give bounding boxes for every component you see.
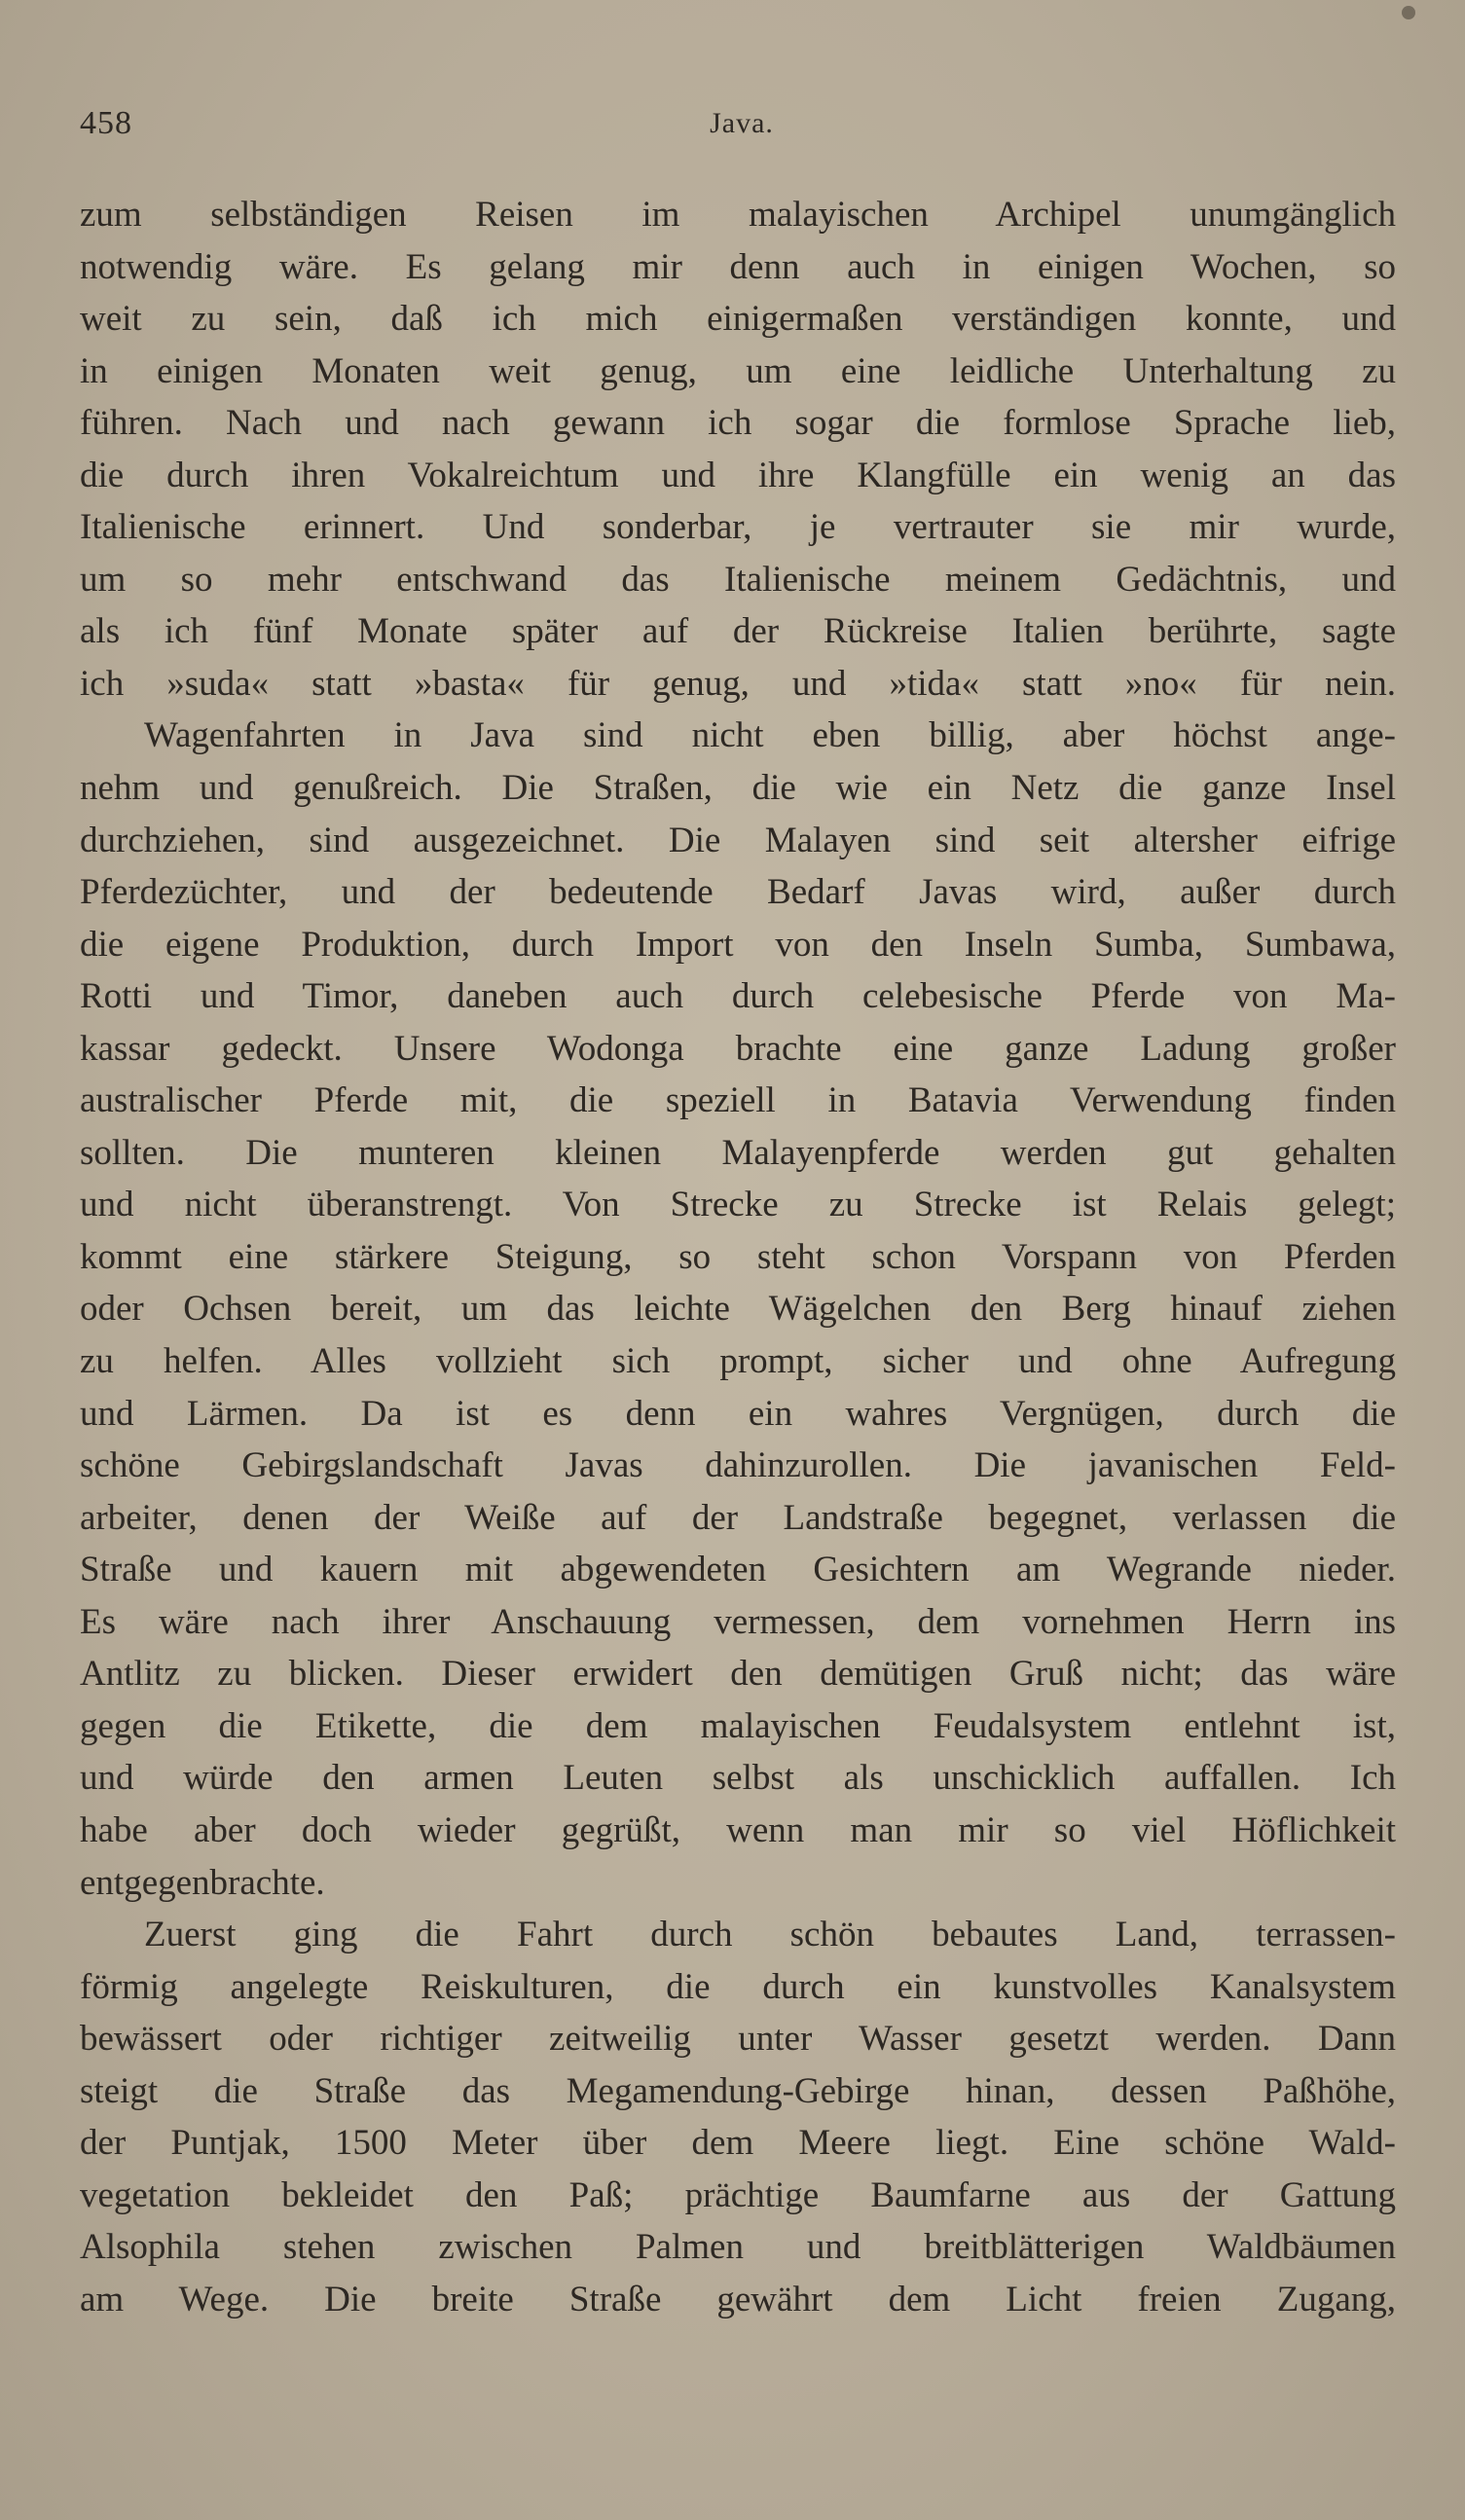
text-line: führen. Nach und nach gewann ich sogar die formlose Sprache lieb, — [80, 403, 1396, 444]
text-line: weit zu sein, daß ich mich einigermaßen verständigen konnte, und — [80, 299, 1396, 340]
paragraph-start-line: Wagenfahrten in Java sind nicht eben billig, aber höchst ange- — [144, 715, 1396, 756]
text-line: zu helfen. Alles vollzieht sich prompt, sicher und ohne Aufregung — [80, 1341, 1396, 1382]
text-line: durchziehen, sind ausgezeichnet. Die Malayen sind seit altersher eifrige — [80, 820, 1396, 860]
text-line: vegetation bekleidet den Paß; prächtige Baumfarne aus der Gattung — [80, 2174, 1396, 2215]
text-line: nehm und genußreich. Die Straßen, die wie ein Netz die ganze Insel — [80, 768, 1396, 809]
text-line: der Puntjak, 1500 Meter über dem Meere liegt. Eine schöne Wald- — [80, 2123, 1396, 2164]
text-line: um so mehr entschwand das Italienische meinem Gedächtnis, und — [80, 559, 1396, 600]
text-line: bewässert oder richtiger zeitweilig unter Wasser gesetzt werden. Dann — [80, 2019, 1396, 2060]
text-line: und Lärmen. Da ist es denn ein wahres Vergnügen, durch die — [80, 1393, 1396, 1434]
text-line: Pferdezüchter, und der bedeutende Bedarf Javas wird, außer durch — [80, 872, 1396, 913]
text-line: kassar gedeckt. Unsere Wodonga brachte eine ganze Ladung großer — [80, 1028, 1396, 1069]
text-line: Rotti und Timor, daneben auch durch celebesische Pferde von Ma- — [80, 976, 1396, 1017]
text-line: Es wäre nach ihrer Anschauung vermessen, dem vornehmen Herrn ins — [80, 1601, 1396, 1642]
text-line: arbeiter, denen der Weiße auf der Landstraße begegnet, verlassen die — [80, 1497, 1396, 1538]
paper-speck — [1402, 6, 1415, 19]
paragraph-end-line: entgegenbrachte. — [80, 1862, 325, 1903]
page-number: 458 — [80, 105, 132, 141]
body-text — [80, 189, 1396, 2325]
page-header — [80, 105, 1404, 154]
text-line: und nicht überanstrengt. Von Strecke zu Strecke ist Relais gelegt; — [80, 1185, 1396, 1225]
text-line: schöne Gebirgslandschaft Javas dahinzurollen. Die javanischen Feld- — [80, 1445, 1396, 1486]
text-line: die eigene Produktion, durch Import von den Inseln Sumba, Sumbawa, — [80, 924, 1396, 965]
text-line: Italienische erinnert. Und sonderbar, je vertrauter sie mir wurde, — [80, 507, 1396, 548]
paragraph-start-line: Zuerst ging die Fahrt durch schön bebautes Land, terrassen- — [144, 1915, 1396, 1955]
text-line: steigt die Straße das Megamendung-Gebirge hinan, dessen Paßhöhe, — [80, 2070, 1396, 2111]
text-line: kommt eine stärkere Steigung, so steht schon Vorspann von Pferden — [80, 1236, 1396, 1277]
text-line: am Wege. Die breite Straße gewährt dem Licht freien Zugang, — [80, 2279, 1396, 2319]
text-line: oder Ochsen bereit, um das leichte Wägelchen den Berg hinauf ziehen — [80, 1289, 1396, 1330]
text-line: förmig angelegte Reiskulturen, die durch ein kunstvolles Kanalsystem — [80, 1966, 1396, 2007]
text-line: zum selbständigen Reisen im malayischen Archipel unumgänglich — [80, 195, 1396, 235]
text-line: als ich fünf Monate später auf der Rückreise Italien berührte, sagte — [80, 611, 1396, 652]
text-line: ich »suda« statt »basta« für genug, und »tida« statt »no« für nein. — [80, 663, 1396, 704]
text-line: sollten. Die munteren kleinen Malayenpferde werden gut gehalten — [80, 1132, 1396, 1173]
running-head: Java. — [710, 107, 774, 139]
text-line: Antlitz zu blicken. Dieser erwidert den demütigen Gruß nicht; das wäre — [80, 1654, 1396, 1695]
text-line: gegen die Etikette, die dem malayischen Feudalsystem entlehnt ist, — [80, 1705, 1396, 1746]
text-line: die durch ihren Vokalreichtum und ihre Klangfülle ein wenig an das — [80, 455, 1396, 495]
text-line: Straße und kauern mit abgewendeten Gesichtern am Wegrande nieder. — [80, 1550, 1396, 1590]
text-line: habe aber doch wieder gegrüßt, wenn man mir so viel Höflichkeit — [80, 1809, 1396, 1850]
text-line: Alsophila stehen zwischen Palmen und breitblätterigen Waldbäumen — [80, 2227, 1396, 2268]
text-line: in einigen Monaten weit genug, um eine leidliche Unterhaltung zu — [80, 350, 1396, 391]
text-line: und würde den armen Leuten selbst als unschicklich auffallen. Ich — [80, 1758, 1396, 1799]
text-line: australischer Pferde mit, die speziell in Batavia Verwendung finden — [80, 1080, 1396, 1121]
text-line: notwendig wäre. Es gelang mir denn auch in einigen Wochen, so — [80, 246, 1396, 287]
